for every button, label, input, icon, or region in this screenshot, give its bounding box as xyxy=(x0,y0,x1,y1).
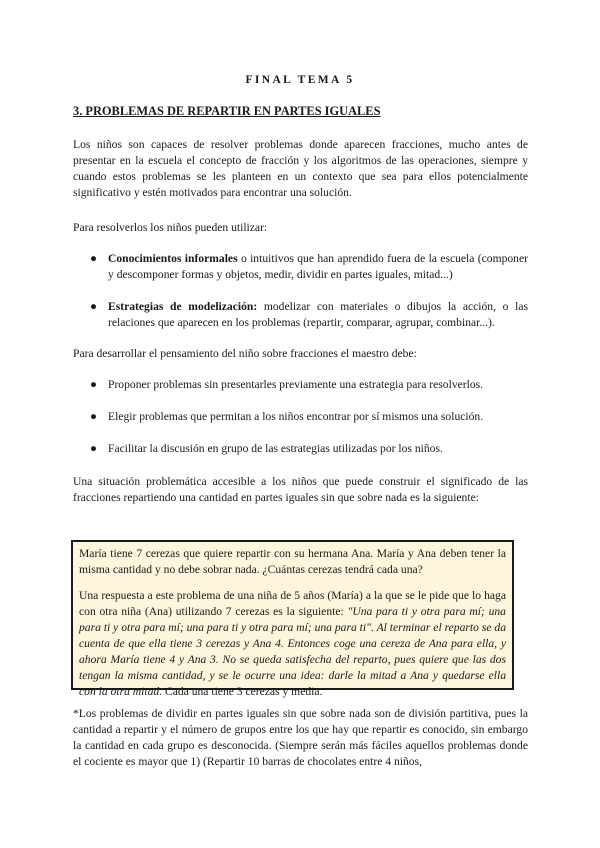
list-item xyxy=(90,377,528,393)
bullet-icon: ● xyxy=(90,410,98,423)
list-item-bold: Estrategias de modelización: xyxy=(108,300,258,313)
bullet-icon: ● xyxy=(90,300,98,313)
list-item xyxy=(90,299,528,331)
situation-paragraph: Una situación problemática accesible a los niños que puede construir el significado de las fracciones repartiendo una cantidad en partes iguales sin que sobre nada es la siguiente: xyxy=(73,475,528,504)
list-item-text: modelizar con materiales o dibujos la acción, o las relaciones que aparecen en los problemas (repartir, comparar, agrupar, combinar...). xyxy=(108,300,528,329)
teacher-intro: Para desarrollar el pensamiento del niño sobre fracciones el maestro debe: xyxy=(73,347,417,360)
bullet-icon: ● xyxy=(90,442,98,455)
document-title: FINAL TEMA 5 xyxy=(245,74,355,86)
bullet-icon: ● xyxy=(90,378,98,391)
list-item-text: o intuitivos que han aprendido fuera de la escuela (componer y descomponer formas y objetos, medir, dividir en partes iguales, mitad...) xyxy=(108,252,528,281)
resolve-intro: Para resolverlos los niños pueden utilizar: xyxy=(73,221,268,234)
answer-intro: Una respuesta a este problema de una niña de 5 años (María) a la que se le pide que lo haga con otra niña (Ana) utilizando 7 cerezas es la siguiente: xyxy=(79,589,506,618)
section-title: PROBLEMAS DE REPARTIR EN PARTES IGUALES xyxy=(85,104,381,118)
intro-paragraph: Los niños son capaces de resolver problemas donde aparecen fracciones, mucho antes de presentar en la escuela el concepto de fracción y los algoritmos de las operaciones, siempre y cuando estos problemas se les planteen en un contexto que sea para ellos potencialmente significativo y estén motivados para encontrar una solución. xyxy=(73,138,528,199)
example-box xyxy=(71,540,514,698)
list-item xyxy=(90,409,528,425)
list-item xyxy=(90,441,528,457)
list-item xyxy=(90,251,528,283)
list-item-text: Elegir problemas que permitan a los niños encontrar por sí mismos una solución. xyxy=(108,410,484,423)
answer-paragraph xyxy=(79,588,506,700)
resolve-list xyxy=(90,251,528,331)
teacher-list xyxy=(90,377,528,457)
footnote-paragraph: *Los problemas de dividir en partes iguales sin que sobre nada son de división partitiva, pues la cantidad a repartir y el número de grupos entre los que hay que repartir es conocido, sin embargo la cantidad en cada grupo es desconocida. (Siempre serán más fáciles aquellos problemas donde el cociente es mayor que 1) (Repartir 10 barras de chocolates entre 4 niños, xyxy=(73,707,528,768)
section-number: 3. xyxy=(73,104,83,118)
list-item-bold: Conocimientos informales xyxy=(108,252,238,265)
answer-quote: "Una para ti y otra para mí; una para ti y otra para mí; una para ti y otra para mí; una para ti". Al terminar el reparto se da cuenta de que ella tiene 3 cerezas y Ana 4. Entonces coge una cereza de Ana para ella, y ahora María tiene 4 y Ana 3. No se queda satisfecha del reparto, pues quiere que las dos tengan la misma cantidad, y se le ocurre una idea: darle la mitad a Ana y quedarse ella con la otra mitad. xyxy=(79,605,506,698)
answer-end: Cada una tiene 3 cerezas y media. xyxy=(162,685,323,698)
list-item-text: Facilitar la discusión en grupo de las estrategias utilizadas por los niños. xyxy=(108,442,443,455)
bullet-icon: ● xyxy=(90,252,98,265)
section-heading xyxy=(73,103,380,119)
problem-statement: María tiene 7 cerezas que quiere repartir con su hermana Ana. María y Ana deben tener la misma cantidad y no debe sobrar nada. ¿Cuántas cerezas tendrá cada una? xyxy=(79,547,506,576)
list-item-text: Proponer problemas sin presentarles previamente una estrategia para resolverlos. xyxy=(108,378,484,391)
